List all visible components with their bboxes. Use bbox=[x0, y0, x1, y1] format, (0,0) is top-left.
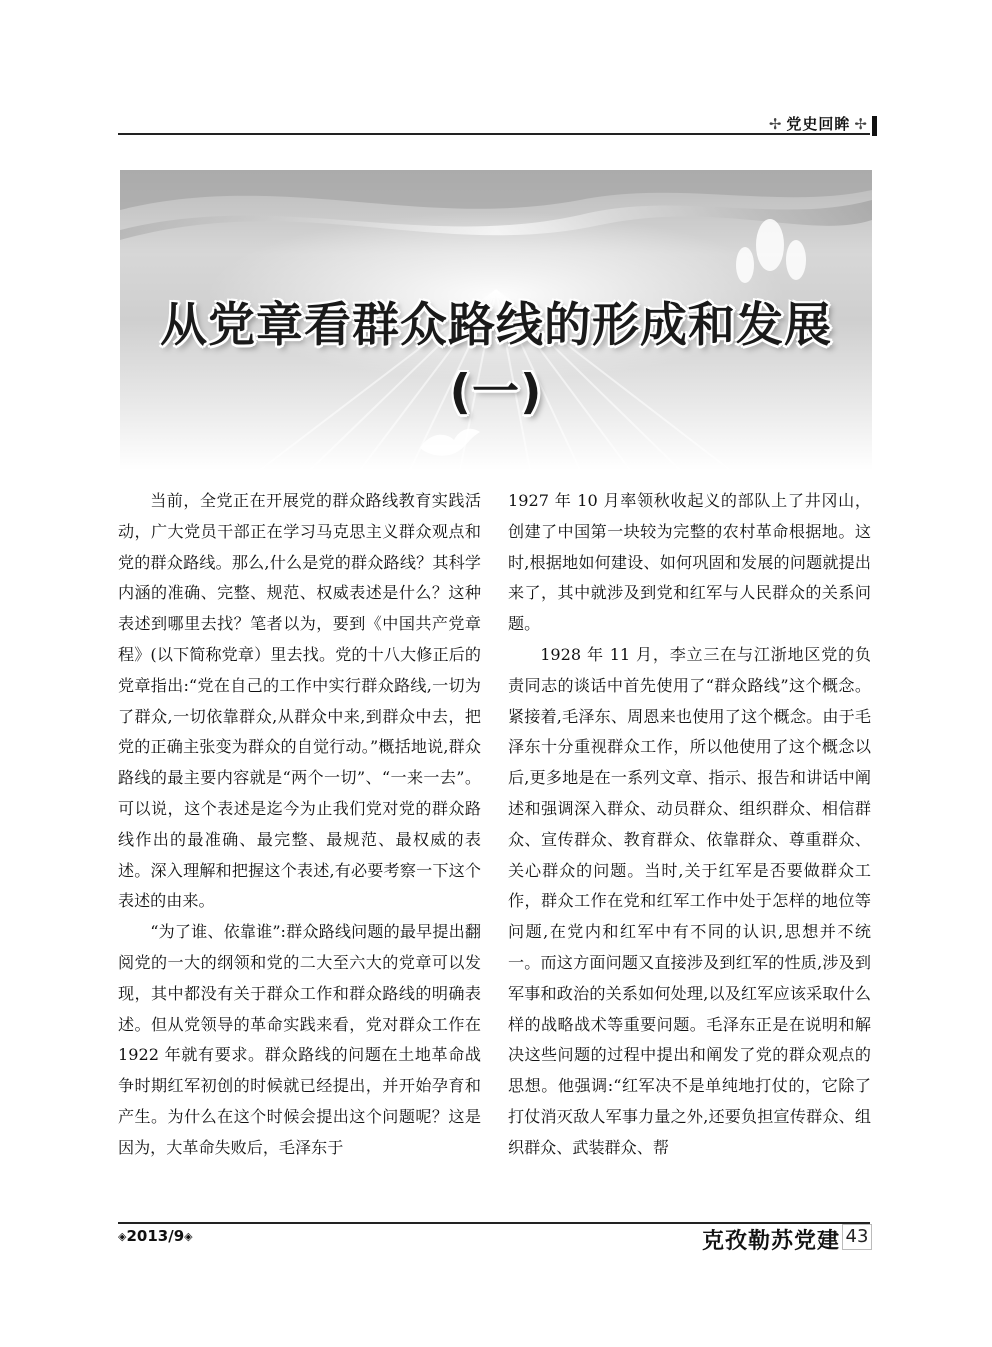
article-title: 从党章看群众路线的形成和发展(一) bbox=[160, 298, 832, 420]
paragraph: 1928 年 11 月，李立三在与江浙地区党的负责同志的谈话中首先使用了“群众路线”这个概念。紧接着,毛泽东、周恩来也使用了这个概念。由于毛泽东十分重视群众工作，所以他使用了这个概念以后,更多地是在一系列文章、指示、报告和讲话中阐述和强调深入群众、动员群众、组织群众、相信群众、宣传群众、教育群众、依靠群众、尊重群众、关心群众的问题。当时,关于红军是否要做群众工作，群众工作在党和红军工作中处于怎样的地位等问题,在党内和红军中有不同的认识,思想并不统一。而这方面问题又直接涉及到红军的性质,涉及到军事和政治的关系如何处理,以及红军应该采取什么样的战略战术等重要问题。毛泽东正是在说明和解决这些问题的过程中提出和阐发了党的群众观点的思想。他强调:“红军决不是单纯地打仗的，它除了打仗消灭敌人军事力量之外,还要负担宣传群众、组织群众、武装群众、帮 bbox=[508, 644, 871, 1157]
magazine-name: 克孜勒苏党建 bbox=[701, 1229, 840, 1254]
paragraph: “为了谁、依靠谁”:群众路线问题的最早提出翻阅党的一大的纲领和党的二大至六大的党章可以发现，其中都没有关于群众工作和群众路线的明确表述。但从党领导的革命实践来看，党对群众工作在 1922 年就有要求。群众路线的问题在土地革命战争时期红军初创的时候就已经提出，并开始孕育和产生。为什么在这个时候会提出这个问题呢？这是因为，大革命失败后，毛泽东于 bbox=[118, 922, 481, 1157]
issue-date bbox=[118, 1227, 193, 1245]
issue-date-text: 2013/9 bbox=[126, 1227, 185, 1245]
ornament-right-icon: ✢ bbox=[854, 115, 868, 133]
title-banner bbox=[120, 170, 872, 470]
paragraph: 当前，全党正在开展党的群众路线教育实践活动，广大党员干部正在学习马克思主义群众观点和党的群众路线。那么,什么是党的群众路线？其科学内涵的准确、完整、规范、权威表述是什么？这种表述到哪里去找？笔者以为，要到《中国共产党章程》(以下简称党章）里去找。党的十八大修正后的党章指出:“党在自己的工作中实行群众路线,一切为了群众,一切依靠群众,从群众中来,到群众中去，把党的正确主张变为群众的自觉行动。”概括地说,群众路线的最主要内容就是“两个一切”、“一来一去”。可以说，这个表述是迄今为止我们党对党的群众路线作出的最准确、最完整、最规范、最权威的表述。深入理解和把握这个表述,有必要考察一下这个表述的由来。 bbox=[118, 491, 481, 911]
diamond-left-icon: ◈ bbox=[118, 1230, 127, 1243]
ornament-left-icon: ✢ bbox=[768, 115, 783, 133]
section-label bbox=[765, 113, 872, 134]
diamond-right-icon: ◈ bbox=[184, 1230, 193, 1243]
body-column-right bbox=[508, 486, 871, 1164]
page-number: 43 bbox=[842, 1224, 872, 1250]
section-label-text: 党史回眸 bbox=[786, 115, 851, 133]
header-rule bbox=[118, 133, 870, 135]
paragraph-continued: 1927 年 10 月率领秋收起义的部队上了井冈山，创建了中国第一块较为完整的农村革命根据地。这时,根据地如何建设、如何巩固和发展的问题就提出来了，其中就涉及到党和红军与人民群众的关系问题。 bbox=[508, 491, 871, 634]
header-bar-ornament bbox=[872, 116, 877, 136]
body-column-left bbox=[118, 486, 481, 1164]
